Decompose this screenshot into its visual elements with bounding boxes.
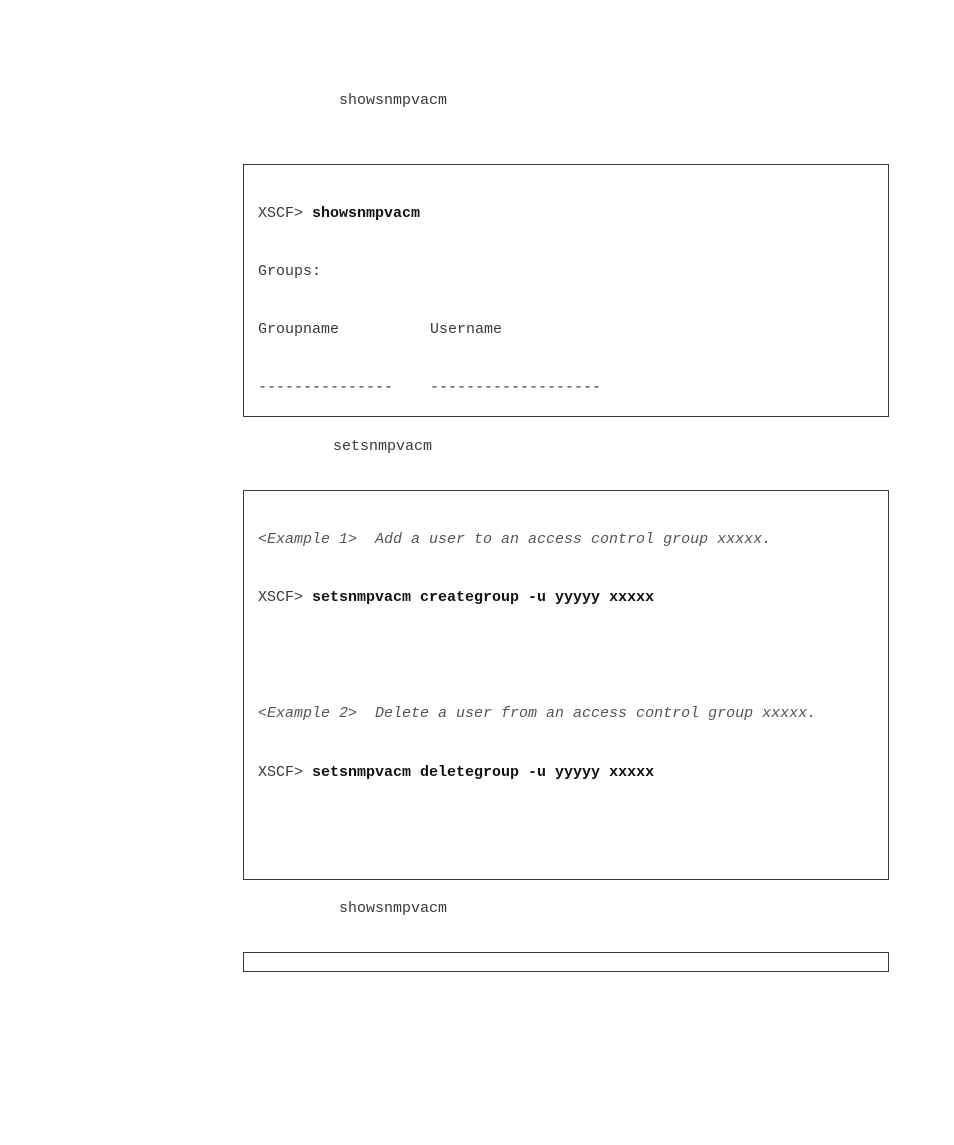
prompt: XSCF> (258, 763, 313, 781)
command: showsnmpvacm (312, 204, 421, 222)
example-3-comment (258, 879, 888, 880)
blank-line (258, 821, 888, 840)
rule: ------------------- (430, 379, 602, 397)
groups-rule (258, 378, 888, 397)
code-box-showsnmpvacm (243, 952, 889, 972)
code-box-setsnmpvacm-examples (243, 490, 889, 880)
example-1-comment: <Example 1> Add a user to an access control group xxxxx. (258, 530, 772, 548)
rule: --------------- (258, 379, 394, 397)
example-2-comment: <Example 2> Delete a user from an access control group xxxxx. (258, 705, 817, 723)
prompt: XSCF> (258, 204, 313, 222)
groupname-header: Groupname (258, 321, 340, 339)
caption-showsnmpvacm-1: showsnmpvacm (339, 92, 448, 109)
caption-showsnmpvacm-2: showsnmpvacm (339, 900, 448, 917)
command: setsnmpvacm deletegroup -u yyyyy xxxxx (312, 763, 655, 781)
example-2-command-line (258, 763, 888, 782)
blank-line (258, 646, 888, 665)
command: setsnmpvacm creategroup -u yyyyy xxxxx (312, 589, 655, 607)
caption-setsnmpvacm: setsnmpvacm (333, 438, 433, 455)
groups-header (258, 320, 888, 339)
example-1-command-line (258, 588, 888, 607)
prompt: XSCF> (258, 589, 313, 607)
username-header: Username (430, 321, 503, 339)
groups-label: Groups: (258, 263, 322, 281)
prompt-line (258, 204, 888, 223)
code-box-showsnmpvacm-output (243, 164, 889, 417)
